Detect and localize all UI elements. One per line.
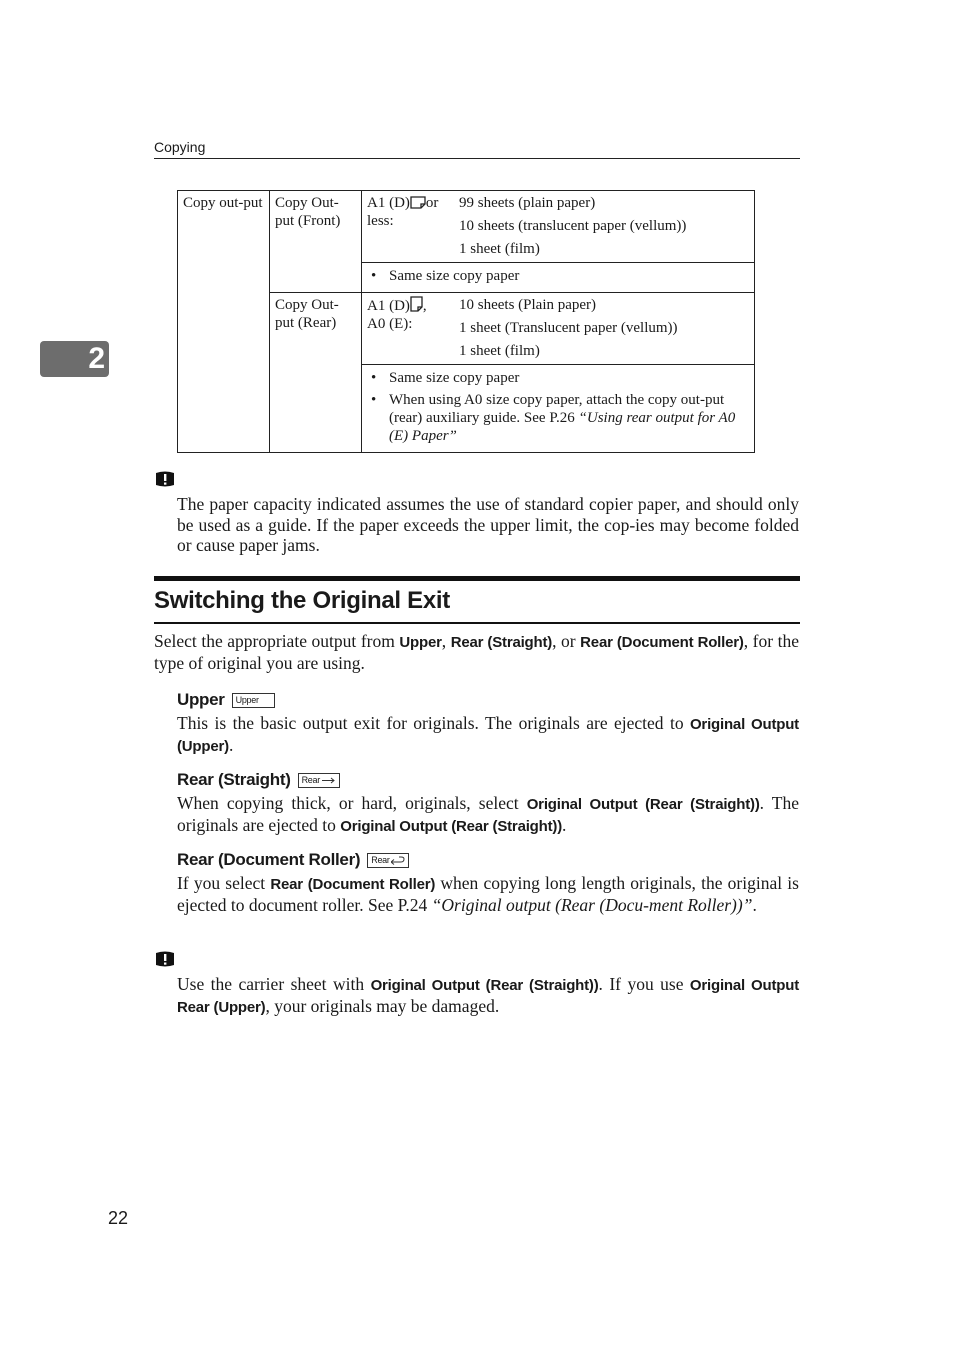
rear-value: 1 sheet (film) xyxy=(459,343,540,359)
key-label: Original Output (Rear (Straight)) xyxy=(370,977,599,994)
key-label: Original Output Rear (Upper) xyxy=(177,977,799,1016)
rear-straight-key-icon xyxy=(298,773,340,788)
body-text: . xyxy=(562,815,567,835)
key-label: Original Output (Rear (Straight)) xyxy=(526,796,760,813)
item-title: Upper xyxy=(177,690,225,709)
key-label: Rear (Document Roller) xyxy=(580,634,744,651)
arrow-right-icon xyxy=(322,777,336,784)
section-rule xyxy=(154,576,800,581)
key-icon-text: Rear xyxy=(301,774,320,785)
front-size-label: A1 (D) xyxy=(367,195,410,211)
upper-key-icon xyxy=(232,693,275,708)
item-heading-rear-roller xyxy=(177,850,409,870)
body-text: If you select xyxy=(177,873,271,893)
rear-value: 1 sheet (Translucent paper (vellum)) xyxy=(459,320,678,336)
rear-size-suffix: , xyxy=(422,298,427,314)
row-label-cell xyxy=(178,191,270,453)
rear-note-reference: “Using rear output for A0 (E) Paper” xyxy=(389,410,736,444)
front-value: 99 sheets (plain paper) xyxy=(459,195,596,211)
key-label: Original Output (Upper) xyxy=(177,716,799,755)
item-title: Rear (Document Roller) xyxy=(177,850,361,869)
rear-note-bullet: • Same size copy paper xyxy=(389,369,749,387)
front-label: Copy Out-put (Front) xyxy=(275,195,341,229)
cross-reference: “Original output (Rear (Docu-ment Roller))” xyxy=(431,895,753,915)
output-capacity-table xyxy=(177,190,755,453)
header-divider xyxy=(154,158,800,159)
section-intro xyxy=(154,631,799,674)
rear-notes-cell xyxy=(362,365,755,453)
item-body-rear-roller xyxy=(177,873,799,916)
rear-note-bullet xyxy=(389,391,749,445)
intro-text: , xyxy=(441,631,451,651)
front-size-suffix: or less: xyxy=(367,195,439,229)
important-icon xyxy=(154,469,176,489)
body-text: . The originals are ejected to xyxy=(177,793,799,835)
front-value: 10 sheets (translucent paper (vellum)) xyxy=(459,218,687,234)
section-rule xyxy=(154,622,800,624)
intro-text: , or xyxy=(552,631,581,651)
rear-capacity-cell xyxy=(362,293,755,365)
note-text: . If you use xyxy=(598,974,690,994)
rear-size-label: A1 (D) xyxy=(367,298,410,314)
chapter-tab: 2 xyxy=(40,341,109,377)
page-number: 22 xyxy=(108,1208,129,1228)
key-label: Rear (Straight) xyxy=(450,634,553,651)
item-body-rear-straight xyxy=(177,793,799,837)
item-title: Rear (Straight) xyxy=(177,770,291,789)
front-label-cell xyxy=(270,191,362,293)
important-icon xyxy=(154,949,176,969)
note-text: Use the carrier sheet with xyxy=(177,974,371,994)
front-notes-cell xyxy=(362,263,755,293)
rear-label: Copy Out-put (Rear) xyxy=(275,297,339,331)
rear-note-text: When using A0 size copy paper, attach the copy out-put (rear) auxiliary guide. See P.26 xyxy=(389,392,725,426)
row-label: Copy out-put xyxy=(183,195,263,211)
important-note xyxy=(177,974,799,1018)
front-note-bullet: • Same size copy paper xyxy=(389,267,749,285)
rear-value: 10 sheets (Plain paper) xyxy=(459,297,597,313)
section-title: Switching the Original Exit xyxy=(154,587,450,614)
portrait-paper-icon xyxy=(410,296,423,312)
key-label: Upper xyxy=(399,634,442,651)
key-label: Original Output (Rear (Straight)) xyxy=(340,818,562,835)
rear-roller-key-icon xyxy=(367,853,409,868)
body-text: When copying thick, or hard, originals, select xyxy=(177,793,527,813)
landscape-paper-icon xyxy=(410,195,426,209)
item-heading-rear-straight xyxy=(177,770,340,790)
rear-label-cell xyxy=(270,293,362,453)
note-text: , your originals may be damaged. xyxy=(265,996,500,1016)
body-text: when copying long length originals, the original is ejected to document roller. See P.24 xyxy=(177,873,799,915)
key-icon-text: Rear xyxy=(371,854,390,865)
rear-size-line2: A0 (E): xyxy=(367,316,413,332)
item-body-upper xyxy=(177,713,799,757)
body-text: . xyxy=(752,895,757,915)
key-label: Rear (Document Roller) xyxy=(270,876,436,893)
key-icon-text: Upper xyxy=(235,694,259,705)
body-text: . xyxy=(228,735,234,755)
intro-text: Select the appropriate output from xyxy=(154,631,400,651)
front-capacity-cell xyxy=(362,191,755,263)
intro-text: , for the type of original you are using. xyxy=(154,631,799,673)
important-note: The paper capacity indicated assumes the use of standard copier paper, and should only be used as a guide. If the paper exceeds the upper limit, the cop-ies may become folded or cause paper jams. xyxy=(177,494,799,555)
return-arrow-icon xyxy=(391,856,405,865)
body-text: This is the basic output exit for originals. The originals are ejected to xyxy=(177,713,690,733)
running-header: Copying xyxy=(154,139,206,155)
item-heading-upper xyxy=(177,690,275,710)
front-value: 1 sheet (film) xyxy=(459,241,540,257)
